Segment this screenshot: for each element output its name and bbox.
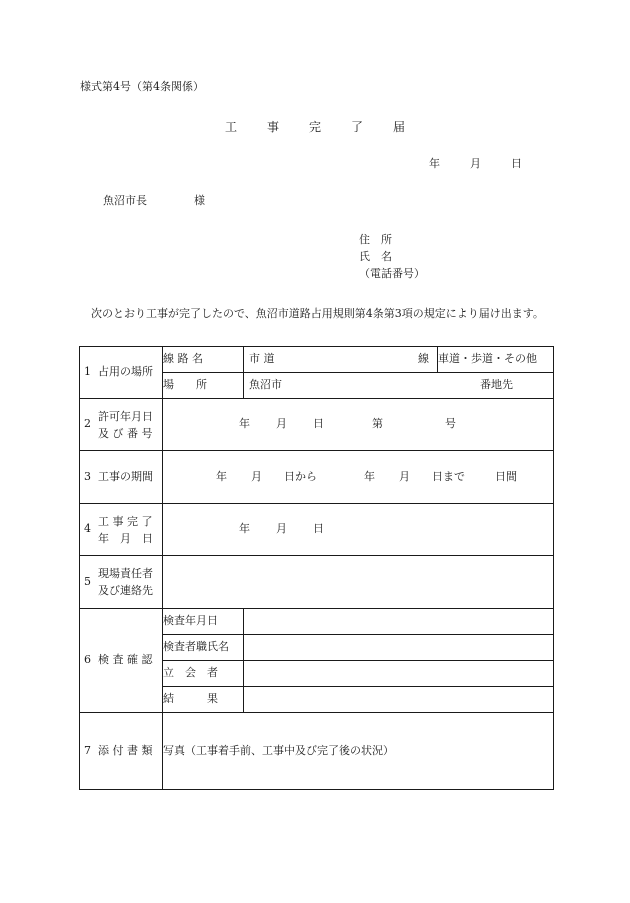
result-input[interactable] [244, 687, 554, 713]
row-number: 2 [84, 417, 91, 431]
location-input-cell[interactable] [244, 373, 554, 399]
table-row [80, 556, 554, 609]
row-header-completion [80, 504, 163, 556]
attachment-value-cell[interactable]: 写真（工事着手前、工事中及び完了後の状況） [163, 713, 554, 790]
completion-input-cell[interactable] [163, 504, 554, 556]
location-city: 魚沼市 [249, 378, 282, 392]
applicant-name-label: 氏 名 [359, 250, 392, 263]
row-header-period [80, 451, 163, 504]
row-header-place [80, 347, 163, 399]
title-char: 事 [266, 120, 279, 134]
route-suffix: 線 [418, 352, 429, 366]
permit-no-prefix: 第 [372, 417, 383, 431]
completion-table [79, 346, 554, 790]
row-number: 7 [84, 743, 91, 757]
row-header-supervisor [80, 556, 163, 609]
permit-year: 年 [239, 417, 250, 431]
table-row [80, 347, 554, 373]
inspector-name-input[interactable] [244, 635, 554, 661]
period-to: 日まで [432, 469, 465, 483]
row-header-attachment [80, 713, 163, 790]
row-label-line2: 及び連絡先 [98, 584, 153, 597]
witness-input[interactable] [244, 661, 554, 687]
row-number: 3 [84, 469, 91, 483]
route-label-cell: 線 路 名 [163, 347, 244, 373]
title-char: 届 [393, 120, 406, 134]
permit-input-cell[interactable] [163, 399, 554, 451]
row-label: 占用の場所 [98, 365, 153, 379]
row-label-line1: 現場責任者 [98, 567, 153, 580]
period-from: 日から [284, 469, 317, 483]
row-number: 6 [84, 653, 91, 667]
period-input-cell[interactable] [163, 451, 554, 504]
inspector-name-label: 検査者職氏名 [163, 635, 244, 661]
row-number: 4 [84, 522, 91, 536]
row-header-inspection [80, 609, 163, 713]
form-number: 様式第4号（第4条関係） [80, 80, 204, 93]
row-label-line1: 許可年月日 [98, 409, 153, 423]
date-line [429, 157, 522, 171]
title-char: 工 [224, 120, 237, 134]
location-label-cell: 場 所 [163, 373, 244, 399]
permit-day: 日 [313, 417, 324, 431]
addressee-name: 魚沼市長 [103, 194, 147, 207]
inspection-date-label: 検査年月日 [163, 609, 244, 635]
supervisor-input-cell[interactable] [163, 556, 554, 609]
date-year: 年 [429, 157, 440, 170]
row-label: 検 査 確 認 [98, 653, 153, 667]
row-label-line1: 工 事 完 了 [98, 514, 153, 528]
route-input-cell[interactable] [244, 347, 438, 373]
body-text: 次のとおり工事が完了したので、魚沼市道路占用規則第4条第3項の規定により届け出ます。 [91, 307, 544, 320]
table-row [80, 609, 554, 635]
completion-year: 年 [239, 522, 250, 536]
row-number: 5 [84, 574, 91, 588]
addressee-honorific: 様 [194, 194, 205, 207]
applicant-address-label: 住 所 [359, 233, 392, 246]
result-label: 結 果 [163, 687, 244, 713]
period-days: 日間 [495, 469, 517, 483]
applicant-block [359, 231, 425, 282]
row-label-line2: 及 び 番 号 [98, 426, 153, 440]
permit-month: 月 [276, 417, 287, 431]
date-day: 日 [511, 157, 522, 170]
table-row [80, 504, 554, 556]
route-options-cell[interactable]: 車道・歩道・その他 [438, 347, 554, 373]
period-month-start: 月 [251, 469, 262, 483]
inspection-date-input[interactable] [244, 609, 554, 635]
location-suffix: 番地先 [480, 378, 513, 392]
title-char: 完 [308, 120, 321, 134]
table-row [80, 713, 554, 790]
witness-label: 立 会 者 [163, 661, 244, 687]
row-label-line2: 年 月 日 [98, 531, 153, 545]
row-number: 1 [84, 365, 91, 379]
period-year-start: 年 [216, 469, 227, 483]
date-month: 月 [470, 157, 481, 170]
completion-month: 月 [276, 522, 287, 536]
addressee [103, 194, 205, 208]
title-char: 了 [351, 120, 364, 134]
applicant-phone-label: （電話番号） [359, 267, 425, 280]
period-year-end: 年 [364, 469, 375, 483]
row-header-permit [80, 399, 163, 451]
completion-day: 日 [313, 522, 324, 536]
document-title [0, 120, 630, 136]
table-row [80, 451, 554, 504]
period-month-end: 月 [399, 469, 410, 483]
row-label: 添 付 書 類 [98, 743, 153, 757]
table-row [80, 399, 554, 451]
permit-no-suffix: 号 [445, 417, 456, 431]
row-label: 工事の期間 [98, 469, 153, 483]
route-prefix: 市 道 [249, 352, 275, 366]
